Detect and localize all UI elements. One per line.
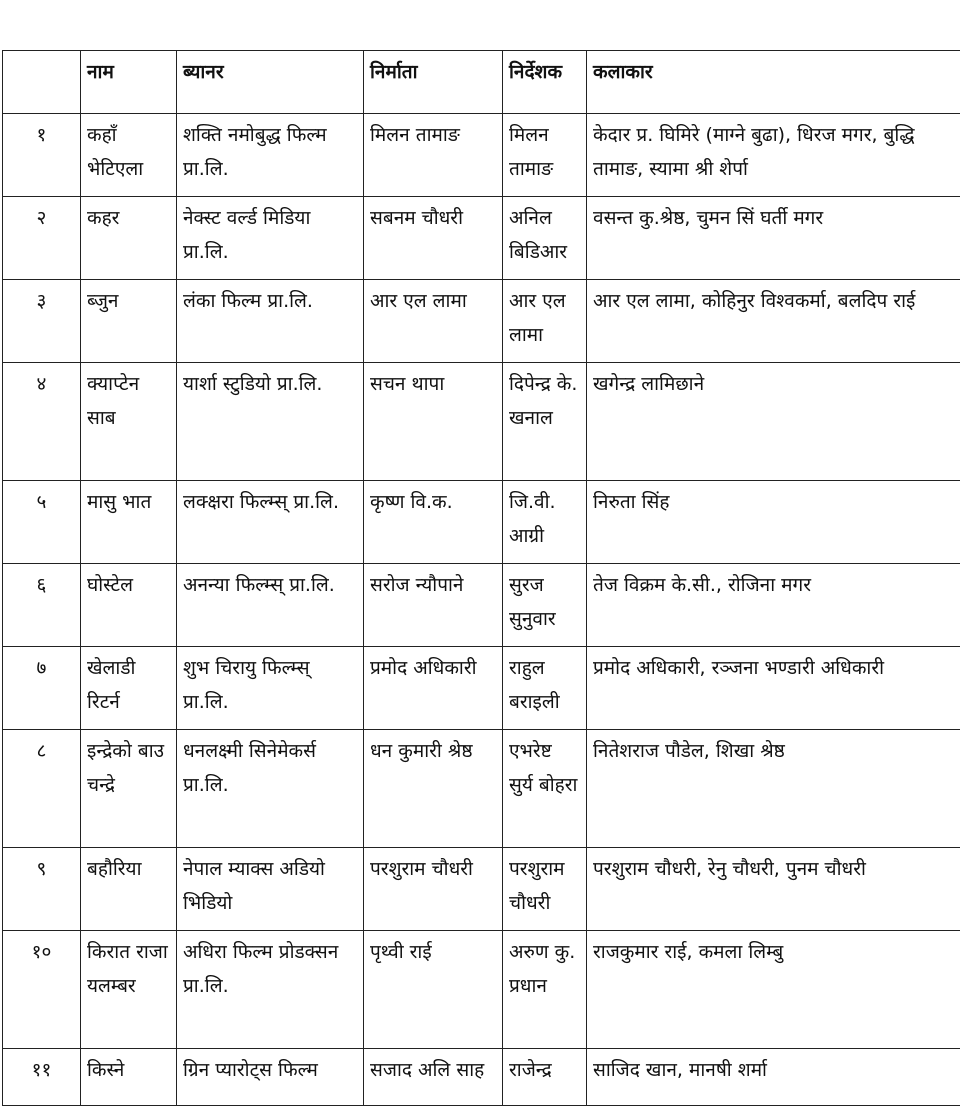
cell-banner: लंका फिल्म प्रा.लि. xyxy=(177,280,364,363)
cell-director: मिलन तामाङ xyxy=(503,114,587,197)
cell-cast: नितेशराज पौडेल, शिखा श्रेष्ठ xyxy=(587,730,960,848)
table-row xyxy=(3,848,960,931)
cell-banner: अनन्या फिल्म्स् प्रा.लि. xyxy=(177,564,364,647)
cell-banner: नेपाल म्याक्स अडियो भिडियो xyxy=(177,848,364,931)
cell-banner: धनलक्ष्मी सिनेमेकर्स प्रा.लि. xyxy=(177,730,364,848)
header-director: निर्देशक xyxy=(503,51,587,114)
cell-cast: केदार प्र. घिमिरे (माग्ने बुढा), धिरज मगर, बुद्धि तामाङ, स्यामा श्री शेर्पा xyxy=(587,114,960,197)
cell-name: बहौरिया xyxy=(81,848,177,931)
cell-banner: लक्क्षरा फिल्म्स् प्रा.लि. xyxy=(177,481,364,564)
table-row xyxy=(3,647,960,730)
table-row xyxy=(3,931,960,1049)
table-row xyxy=(3,481,960,564)
cell-producer: कृष्ण वि.क. xyxy=(364,481,503,564)
cell-cast: निरुता सिंह xyxy=(587,481,960,564)
cell-serial: ११ xyxy=(3,1049,81,1106)
cell-cast: वसन्त कु.श्रेष्ठ, चुमन सिं घर्ती मगर xyxy=(587,197,960,280)
table-row xyxy=(3,1049,960,1106)
cell-cast: तेज विक्रम के.सी., रोजिना मगर xyxy=(587,564,960,647)
cell-name: किस्ने xyxy=(81,1049,177,1106)
table-body xyxy=(3,114,960,1106)
cell-name: इन्द्रेको बाउ चन्द्रे xyxy=(81,730,177,848)
cell-producer: सबनम चौधरी xyxy=(364,197,503,280)
cell-cast: राजकुमार राई, कमला लिम्बु xyxy=(587,931,960,1049)
cell-director: अरुण कु. प्रधान xyxy=(503,931,587,1049)
header-name: नाम xyxy=(81,51,177,114)
cell-producer: धन कुमारी श्रेष्ठ xyxy=(364,730,503,848)
cell-name: घोस्टेल xyxy=(81,564,177,647)
table-row xyxy=(3,730,960,848)
cell-director: दिपेन्द्र के. खनाल xyxy=(503,363,587,481)
cell-director: राहुल बराइली xyxy=(503,647,587,730)
film-table xyxy=(2,50,960,1106)
cell-name: ब्जुन xyxy=(81,280,177,363)
cell-name: कहर xyxy=(81,197,177,280)
header-producer: निर्माता xyxy=(364,51,503,114)
cell-director: आर एल लामा xyxy=(503,280,587,363)
cell-producer: प्रमोद अधिकारी xyxy=(364,647,503,730)
cell-cast: प्रमोद अधिकारी, रञ्जना भण्डारी अधिकारी xyxy=(587,647,960,730)
cell-producer: पृथ्वी राई xyxy=(364,931,503,1049)
cell-cast: परशुराम चौधरी, रेनु चौधरी, पुनम चौधरी xyxy=(587,848,960,931)
table-header-row xyxy=(3,51,960,114)
cell-serial: २ xyxy=(3,197,81,280)
cell-name: किरात राजा यलम्बर xyxy=(81,931,177,1049)
cell-serial: ४ xyxy=(3,363,81,481)
header-banner: ब्यानर xyxy=(177,51,364,114)
cell-director: सुरज सुनुवार xyxy=(503,564,587,647)
cell-serial: ६ xyxy=(3,564,81,647)
cell-name: मासु भात xyxy=(81,481,177,564)
cell-banner: शुभ चिरायु फिल्म्स् प्रा.लि. xyxy=(177,647,364,730)
cell-producer: सजाद अलि साह xyxy=(364,1049,503,1106)
cell-director: परशुराम चौधरी xyxy=(503,848,587,931)
table-row xyxy=(3,363,960,481)
cell-cast: खगेन्द्र लामिछाने xyxy=(587,363,960,481)
cell-serial: ३ xyxy=(3,280,81,363)
cell-name: कहाँ भेटिएला xyxy=(81,114,177,197)
cell-serial: ५ xyxy=(3,481,81,564)
cell-name: क्याप्टेन साब xyxy=(81,363,177,481)
cell-banner: ग्रिन प्यारोट्स फिल्म xyxy=(177,1049,364,1106)
cell-producer: आर एल लामा xyxy=(364,280,503,363)
cell-serial: १० xyxy=(3,931,81,1049)
cell-serial: ९ xyxy=(3,848,81,931)
header-serial xyxy=(3,51,81,114)
cell-producer: परशुराम चौधरी xyxy=(364,848,503,931)
cell-banner: शक्ति नमोबुद्ध फिल्म प्रा.लि. xyxy=(177,114,364,197)
cell-director: अनिल बिडिआर xyxy=(503,197,587,280)
cell-producer: सचन थापा xyxy=(364,363,503,481)
cell-banner: नेक्स्ट वर्ल्ड मिडिया प्रा.लि. xyxy=(177,197,364,280)
cell-serial: ८ xyxy=(3,730,81,848)
cell-cast: आर एल लामा, कोहिनुर विश्वकर्मा, बलदिप राई xyxy=(587,280,960,363)
cell-director: एभरेष्ट सुर्य बोहरा xyxy=(503,730,587,848)
cell-cast: साजिद खान, मानषी शर्मा xyxy=(587,1049,960,1106)
table-row xyxy=(3,280,960,363)
cell-banner: यार्शा स्टुडियो प्रा.लि. xyxy=(177,363,364,481)
cell-director: जि.वी. आग्री xyxy=(503,481,587,564)
cell-banner: अधिरा फिल्म प्रोडक्सन प्रा.लि. xyxy=(177,931,364,1049)
cell-producer: सरोज न्यौपाने xyxy=(364,564,503,647)
header-cast: कलाकार xyxy=(587,51,960,114)
cell-serial: ७ xyxy=(3,647,81,730)
cell-director: राजेन्द्र xyxy=(503,1049,587,1106)
cell-serial: १ xyxy=(3,114,81,197)
table-row xyxy=(3,197,960,280)
cell-name: खेलाडी रिटर्न xyxy=(81,647,177,730)
table-row xyxy=(3,114,960,197)
cell-producer: मिलन तामाङ xyxy=(364,114,503,197)
table-row xyxy=(3,564,960,647)
